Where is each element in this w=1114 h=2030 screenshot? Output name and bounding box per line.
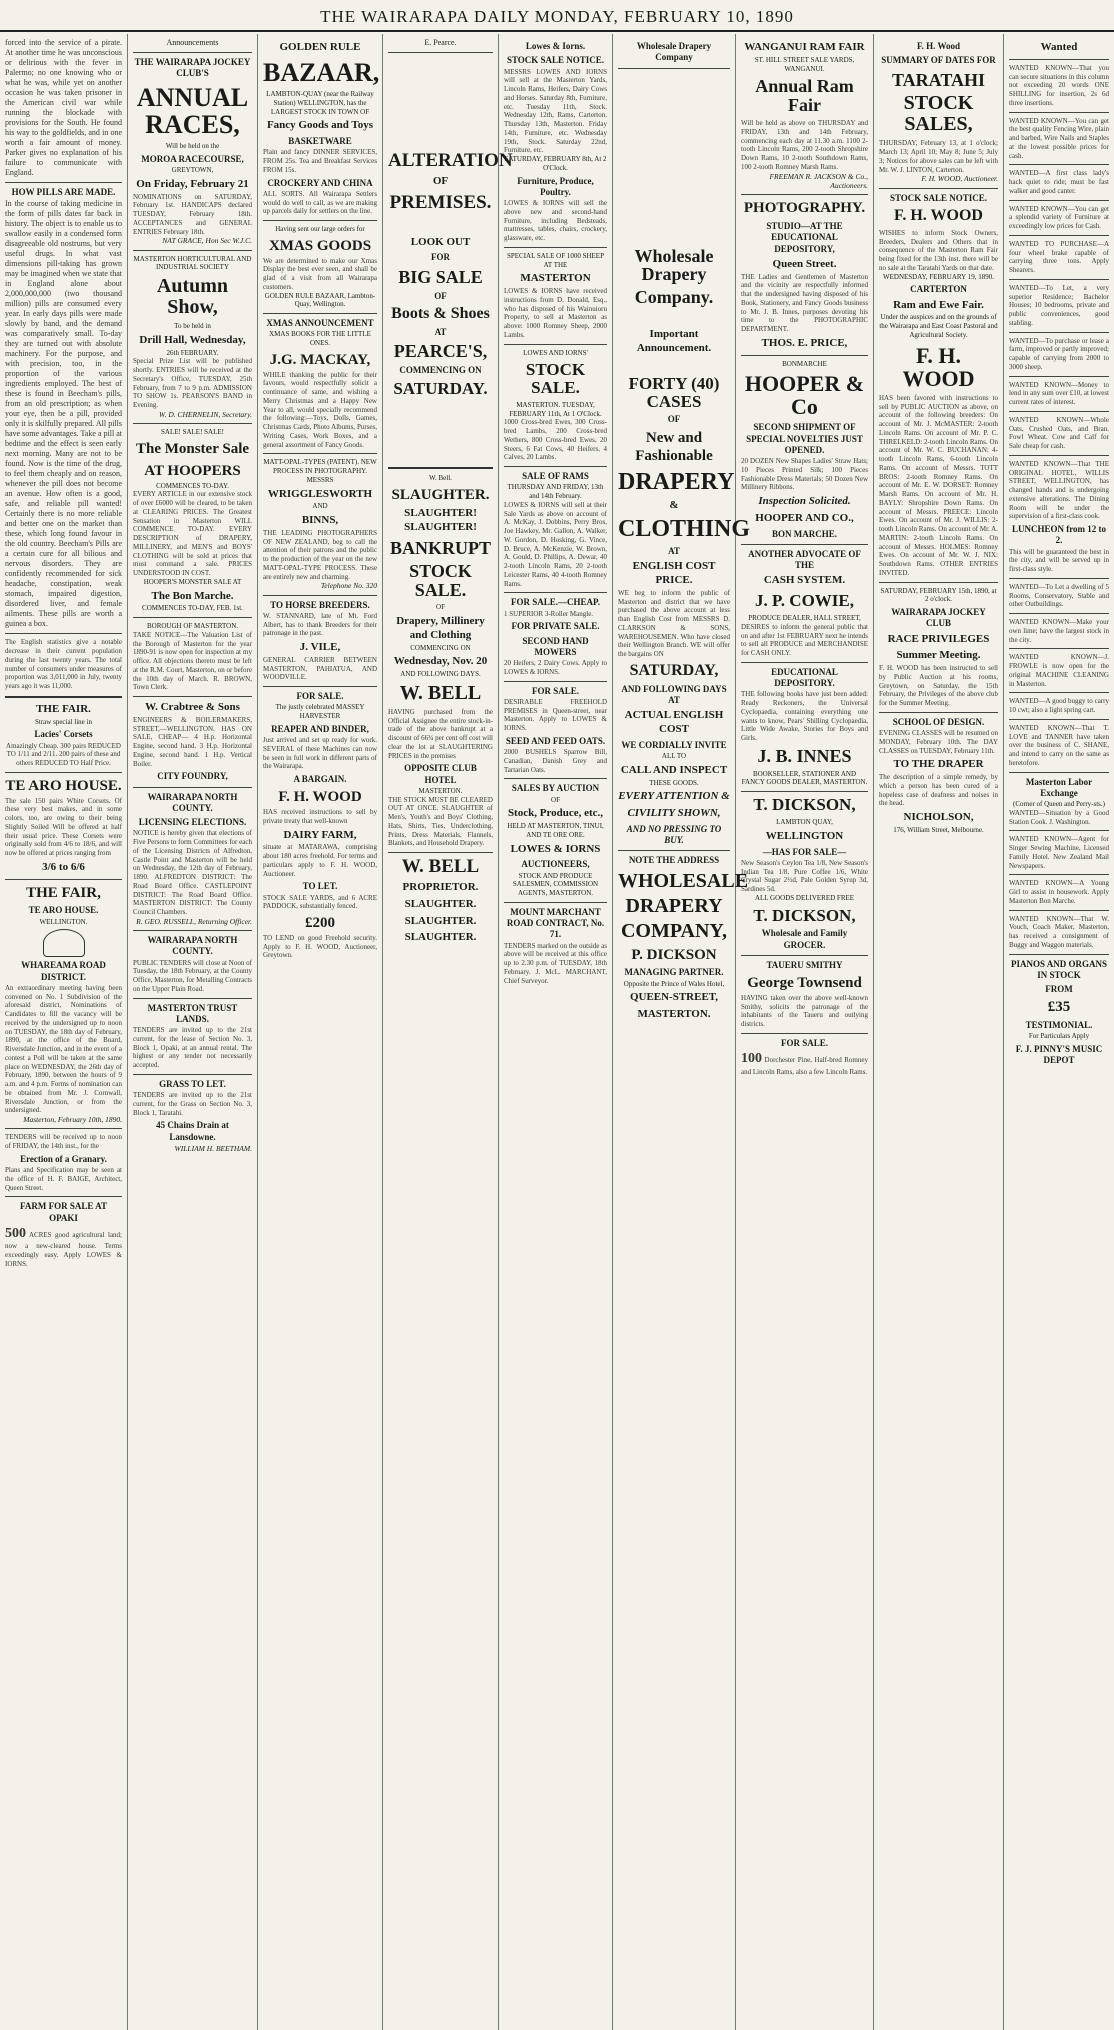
column-2: Announcements THE WAIRARAPA JOCKEY CLUB'S ANNUAL RACES, Will be held on the MOROA RACECOURSE, GREYTOWN, On Friday, February 21 NOMINATIONS on SATURDAY, February 1st. HANDICAPS declared TUESDAY, February 18th. ACCEPTANCES and GENERAL ENTRIES February 18th. NAT GRACE, Hon Sec W.J.C. MASTERTON HORTICULTURAL AND INDUSTRIAL SOCIETY Autumn Show, To be held in Drill Hall, Wednesday, 26th FEBRUARY. Special Prize List will be published shortly. ENTRIES will be received at the Secretary's Office, TUESDAY, 25th February, from 7 to 9 p.m. ADMISSION TO SHOW 1s. PEARSON'S BAND in Evening. W. D. CHERNELIN, Secretary. SALE! SALE! SALE! The Monster Sale AT HOOPERS COMMENCES TO-DAY. EVERY ARTICLE in our extensive stock of over £6000 will be cleared, to be taken at CLEARING PRICES. The Greatest Sensation in Masterton WILL COMMENCE TO-DAY. EVERY DESCRIPTION of DRAPERY, MILLINERY, and MEN'S and BOYS' CLOTHING will be sold at prices that must command a sale. PRICES UNDERSTOOD IN COST. HOOPER'S MONSTER SALE AT The Bon Marche. COMMENCES TO-DAY, FEB. 1st. BOROUGH OF MASTERTON. TAKE NOTICE—The Valuation List of the Borough of Masterton for the year 1890-91 is now open for inspection at my office. All objections thereto must be left at the R.M. Court, Masterton, on or before the 10th day of March. R. BROWN, Town Clerk. W. Crabtree & Sons ENGINEERS & BOILERMAKERS, STREET,—WELLINGTON. HAS ON SALE, CHEAP— 4 H.p. Horizontal Engine, second hand. 3 H.p. Horizontal Engine, second hand. 1 H.p. Vertical Boiler. CITY FOUNDRY, WAIRARAPA NORTH COUNTY. LICENSING ELECTIONS. NOTICE is hereby given that elections of Five Persons to form Committees for each of the Licensing Districts of Alfredton, Castle Point and Masterton will be held on Wednesday, the 12th day of February, 1890. ALFREDTON DISTRICT: The Road Board Office. CASTLEPOINT DISTRICT: The Road Board Office. MASTERTON DISTRICT: The County Council Chambers. R. GEO. RUSSELL, Returning Officer. WAIRARAPA NORTH COUNTY. PUBLIC TENDERS will close at Noon of Tuesday, the 18th February, at the County Office, Masterton, for Metalling Contracts on the Upper Plain Road. MASTERTON TRUST LANDS. TENDERS are invited up to the 21st current, for the lease of Section No. 3, Block 1, Opaki, at an annual rental. The highest or any tender not necessarily accepted. GRASS TO LET. TENDERS are invited up to the 21st current, for the Grass on Section No. 3, Block 1, Taratahi. 45 Chains Drain at Lansdowne. WILLIAM H. BEETHAM.: [128, 34, 258, 2030]
pills-title: HOW PILLS ARE MADE.: [11, 187, 116, 197]
columns: [0, 34, 1114, 2030]
corset-price: 3/6 to 6/6: [42, 860, 85, 873]
annual-races-heading: ANNUAL RACES,: [136, 82, 249, 139]
column-3: GOLDEN RULE BAZAAR, LAMBTON-QUAY (near the Railway Station) WELLINGTON, has the LARGEST STOCK IN TOWN OF Fancy Goods and Toys BASKETWARE Plain and fancy DINNER SERVICES, FROM 25s. Tea and Breakfast Services FROM 15s. CROCKERY AND CHINA ALL SORTS. All Wairarapa Settlers would do well to call, as we are making up parcels daily for settlers on the line. Having sent our large orders for XMAS GOODS We are determined to make our Xmas Display the best ever seen, and shall be glad of a visit from all Wairarapa customers. GOLDEN RULE BAZAAR, Lambton-Quay, Wellington. XMAS ANNOUNCEMENT XMAS BOOKS FOR THE LITTLE ONES. J.G. MACKAY, WHILE thanking the public for their favours, would respectfully solicit a continuance of same, and wishing a Merry Christmas and a Happy New Year to all, would specially recommend the following:—Toys, Dolls, Games, Christmas Cards, Photo Albums, Purses, Writing Cases, Work Boxes, and a general assortment of Fancy Goods. MATT-OPAL-TYPES (PATENT). NEW PROCESS IN PHOTOGRAPHY. MESSRS WRIGGLESWORTH AND BINNS, THE LEADING PHOTOGRAPHERS OF NEW ZEALAND, beg to call the attention of their patrons and the public to the production of the year on the new MATT-OPAL-TYPE PROCESS. These are entirely new and charming. Telephone No. 320 TO HORSE BREEDERS. W. STANNARD, late of Mt. Ford Albert, has to thank Breeders for their patronage in the past. J. VILE, GENERAL CARRIER BETWEEN MASTERTON, PAHIATUA, AND WOODVILLE. FOR SALE. The justly celebrated MASSEY HARVESTER REAPER AND BINDER, Just arrived and set up ready for work. SEVERAL of these Machines can now be seen in full work in different parts of the Wairarapa. A BARGAIN. F. H. WOOD HAS received instructions to sell by private treaty that well-known DAIRY FARM, situate at MATARAWA, comprising about 180 acres freehold. For terms and particulars apply to F. H. WOOD, Auctioneer. TO LET. STOCK SALE YARDS, and 6 ACRE PADDOCK, substantially fenced. £200 TO LEND on good Freehold security. Apply to F. H. WOOD, Auctioneer, Greytown.: [258, 34, 383, 2030]
fair-heading: THE FAIR.: [36, 702, 91, 715]
masthead: THE WAIRARAPA DAILY MONDAY, FEBRUARY 10, 1890: [0, 0, 1114, 32]
bazaar-heading: BAZAAR,: [263, 57, 380, 87]
column-1: forced into the service of a pirate. At another time he was unconscious or delirious with the fever in Palermo; no one knowing who or what he was, while yet on another occasion he was taken prisoner in the American civil war while running the blockade with provisions for the South. He found his way to the goldfields, and in one worth a fair amount of money. Parker gives no explanation of his failure to communicate with England. HOW PILLS ARE MADE. In the course of taking medicine in the form of pills dates far back in history. The object is to enable us to swallow easily in a condensed form disagreeable old nostrums, but very useful drugs. In what vast dimensions pill-taking has grown may be imagined when we state that in England alone about 2,000,000,000 (two thousand million) pills are consumed every year. In early days pills were made slowly by hand, and the demand was comparatively small. To-day they are turned out with absolute machinery. For the purpose, and with precision, too, in the proportion of the various ingredients employed. The best of these is found in Beecham's pills, from an old prescription; as when your eye, then be a pill, provided only it is skilfully prepared. All pills have some advantages. Take a pill at bedtime and the effect is seen early next morning. Many are not to be found. Now is the time of the drug, to feel them cheaply and on reason, whenever the pill does not become an avenue. How often is a good, safe, and reliable pill wanted! Certainly there is no more reliable and better one on the market than these, which long found favour in the old country. Beecham's Pills are a certain cure for all bilious and nervous disorders. They are confidently recommended for sick headache, constipation, weak stomach, impaired digestion, disordered liver, and female ailments. These pills are worth a guinea a box. The English statistics give a notable decrease in their current population during the last twenty years. The total number of consumers under measures of proportion was 3,011,000 in July, twenty years ago it was 11,000. THE FAIR. Straw special line in Lacies' Corsets Amazingly Cheap. 300 pairs REDUCED TO 1/11 and 2/11. 200 pairs of these and others REDUCED TO Half Price. TE ARO HOUSE. The sale 150 pairs White Corsets. Of these very best makes, and in some colors, too, are owing to their being Slightly Soiled Will be offered at half their usual price. These Corsets were originally sold from 4/6 to 18/6, and will now be offered at prices ranging from 3/6 to 6/6 THE FAIR, TE ARO HOUSE. WELLINGTON. WHAREAMA ROAD DISTRICT. An extraordinary meeting having been convened on No. 1 Subdivision of the aforesaid district, Nominations of Candidates to fill the vacancy will be received by the undersigned up to noon on TUESDAY, the 18th day of February, 1890, at the office of the Board, Riversdale Junction, and in the event of a contest a Poll will be taken at the same place on WEDNESDAY, the 26th day of February, 1890, between the hours of 9 a.m. and 4 p.m. Forms of nomination can be obtained from Mr. J. Cornwall, Riversdale Junction, or from the undersigned. Masterton, February 10th, 1890. TENDERS will be received up to noon of FRIDAY, the 14th inst., for the Erection of a Granary. Plans and Specification may be seen at the office of H. F. BAIGE, Architect, Queen Street. FARM FOR SALE AT OPAKI 500 ACRES good agricultural land; now a new-cleared house. Terms exceedingly easy. Apply LOWES & IORNS.: [0, 34, 128, 2030]
column-5: Lowes & Iorns. STOCK SALE NOTICE. MESSRS LOWES AND IORNS will sell at the Masterton Yards, Lincoln Rams, Heifers, Dairy Cows and Horses. Saturday 8th, Furniture, etc. Tuesday 11th, Stock. Wednesday 12th, Rams, Carterton. Thursday 13th, Masterton. Friday 14th, Furniture, etc. Wednesday 19th, Stock. Saturday 22nd, Furniture, etc. SATURDAY, FEBRUARY 8th, At 2 O'Clock. Furniture, Produce, Poultry. LOWES & IORNS will sell the above new and second-hand Furniture, including Bedsteads, mattresses, tables, chairs, crockery, glassware, etc. SPECIAL SALE OF 1000 SHEEP AT THE MASTERTON LOWES & IORNS have received instructions from D. Donald, Esq., who has disposed of his Wainuioru Property, to sell at Masterton as above: 1000 Romney Sheep, 2000 Lambs. LOWES AND IORNS' STOCK SALE. MASTERTON. TUESDAY, FEBRUARY 11th, At 1 O'Clock. 1000 Cross-bred Ewes, 300 Cross-bred Lambs, 200 Cross-bred Wethers, 800 Cross-bred Ewes, 20 Steers, 6 Fat Cows, 40 Heifers, 4 Calves, 20 Lambs. SALE OF RAMS THURSDAY AND FRIDAY, 13th and 14th February. LOWES & IORNS will sell at their Sale Yards as above on account of A. McKay, J. Dobbins, Perry Bros, Joe Hawkey, Mr. Gallon, A. Walker, W. Gordon, D. Hosking, G. Vince, D. Bruce, A. McKenzie, W. Brown, A. Gould, D. Phillips, A. Dewar, 40 2-tooth Lincoln Rams, 20 2-tooth Leicester Rams, 40 4-tooth Romney Rams. FOR SALE.—CHEAP. 1 SUPERIOR 3-Roller Mangle. FOR PRIVATE SALE. SECOND HAND MOWERS 20 Heifers, 2 Dairy Cows. Apply to LOWES & IORNS. FOR SALE. DESIRABLE FREEHOLD PREMISES in Queen-street, near Masterton. Apply to LOWES & IORNS. SEED AND FEED OATS. 2000 BUSHELS Sparrow Bill, Canadian, Danish Grey and Tartarian Oats. SALES BY AUCTION OF Stock, Produce, etc., HELD AT MASTERTON, TINUI, AND TE ORE ORE. LOWES & IORNS AUCTIONEERS, STOCK AND PRODUCE SALESMEN, COMMISSION AGENTS, MASTERTON. MOUNT MARCHANT ROAD CONTRACT, No. 71. TENDERS marked on the outside as above will be received at this office up to 2.30 p.m. of TUESDAY, 18th February. J. McL. MARCHANT, Chief Surveyor.: [499, 34, 613, 2030]
column-6: Wholesale Drapery Company Wholesale Drapery Company. Important Announcement. FORTY (40) CASES OF New and Fashionable DRAPERY & CLOTHING AT ENGLISH COST PRICE. WE beg to inform the public of Masterton and district that we have purchased the above account at less than English Cost from MESSRS D. CLARKSON & SONS, WAREHOUSEMEN. Who have closed their Wellington Branch. WE will offer the bargains ON SATURDAY, AND FOLLOWING DAYS AT ACTUAL ENGLISH COST WE CORDIALLY INVITE ALL TO CALL AND INSPECT THESE GOODS. EVERY ATTENTION & CIVILITY SHOWN, AND NO PRESSING TO BUY. NOTE THE ADDRESS WHOLESALE DRAPERY COMPANY, P. DICKSON MANAGING PARTNER. Opposite the Prince of Wales Hotel, QUEEN-STREET, MASTERTON.: [613, 34, 736, 2030]
column-7: WANGANUI RAM FAIR ST. HILL STREET SALE YARDS, WANGANUI. Annual Ram Fair Will be held as above on THURSDAY and FRIDAY, 13th and 14th February, commencing each day at 11.30 a.m. 1100 2-tooth Lincoln Rams, 200 2-tooth Shropshire Down Rams, 10 2-tooth Southdown Rams, 100 2-tooth Romney Marsh Rams. FREEMAN R. JACKSON & Co., Auctioneers. PHOTOGRAPHY. STUDIO—AT THE EDUCATIONAL DEPOSITORY, Queen Street. THE Ladies and Gentlemen of Masterton and the vicinity are respectfully informed that the undersigned having disposed of his Book, Stationery, and Fancy Goods business to Mr. J. B. Innes, purposes devoting his time to the PHOTOGRAPHIC DEPARTMENT. THOS. E. PRICE, BONMARCHE HOOPER & Co SECOND SHIPMENT OF SPECIAL NOVELTIES JUST OPENED. 20 DOZEN New Shapes Ladies' Straw Hats; 10 Pieces Printed Silk; 100 Pieces Fashionable Dress Materials; 50 Dozen New Millinery Ribbons. Inspection Solicited. HOOPER AND CO., BON MARCHE. ANOTHER ADVOCATE OF THE CASH SYSTEM. J. P. COWIE, PRODUCE DEALER, HALL STREET, DESIRES to inform the general public that on and after 1st FEBRUARY next he intends to sell all PRODUCE and MERCHANDISE for CASH ONLY. EDUCATIONAL DEPOSITORY. THE following books have just been added: Ready Reckoners, the Universal Cyclopaedia, containing everything one wants to know, Pears' Shilling Cyclopaedia, Little Wide Awake, Stories for Boys and Girls. J. B. INNES BOOKSELLER, STATIONER AND FANCY GOODS DEALER, MASTERTON. T. DICKSON, LAMBTON QUAY, WELLINGTON —HAS FOR SALE— New Season's Ceylon Tea 1/8, New Season's Indian Tea 1/8, Pure Coffee 1/6, White Crystal Sugar 2½d, Pale Golden Syrup 3d, Sardines 5d. ALL GOODS DELIVERED FREE T. DICKSON, Wholesale and Family GROCER. TAUERU SMITHY George Townsend HAVING taken over the above well-known Smithy, solicits the patronage of the inhabitants of the Taueru and outlying districts. FOR SALE. 100 Dorchester Pine, Half-bred Romney and Lincoln Rams, also a few Lincoln Rams.: [736, 34, 874, 2030]
coat-of-arms-icon: [43, 929, 85, 957]
te-aro-house: TE ARO HOUSE.: [5, 777, 122, 794]
column-4: E. Pearce. ALTERATION OF PREMISES. LOOK OUT FOR BIG SALE OF Boots & Shoes AT PEARCE'S, COMMENCING ON SATURDAY. W. Bell. SLAUGHTER. SLAUGHTER! SLAUGHTER! BANKRUPT STOCK SALE. OF Drapery, Millinery and Clothing COMMENCING ON Wednesday, Nov. 20 AND FOLLOWING DAYS. W. BELL HAVING purchased from the Official Assignee the entire stock-in-trade of the above bankrupt at a discount of 66¾ per cent off cost will clear the lot at SLAUGHTERING PRICES in the premises OPPOSITE CLUB HOTEL MASTERTON. THE STOCK MUST BE CLEARED OUT AT ONCE. SLAUGHTER of Men's, Youth's and Boys' Clothing, Hats, Shirts, Ties, Underclothing, Prints, Dress Materials, Flannels, Blankets, and Household Drapery. W. BELL PROPRIETOR. SLAUGHTER. SLAUGHTER. SLAUGHTER.: [383, 34, 499, 2030]
column-9: Wanted WANTED KNOWN—That you can secure situations in this column not exceeding 20 words ONE SHILLING for insertion, 2s 6d three insertions. WANTED KNOWN—You can get the best quality Fencing Wire, plain and barbed, Wire Nails and Staples at the lowest possible prices for cash. WANTED—A first class lady's hack quiet to ride; must be fast walker and good canter. WANTED KNOWN—You can get a splendid variety of Furniture at exceedingly low prices for Cash. WANTED TO PURCHASE—A four wheel brake capable of carrying three tons. Apply Shearers. WANTED—To Let, a very superior Residence; Bachelor Houses; 10 bedrooms, private and public conveniences, good stabling. WANTED—To purchase or lease a farm, improved or partly improved; capable of carrying from 2000 to 3000 sheep. WANTED KNOWN—Money to lend in any sum over £10, at lowest current rates of interest. WANTED KNOWN—Whole Oats, Crushed Oats, and Bran. Fowl Wheat. Cow and Calf for Sale cheap for cash. WANTED KNOWN—That THE ORIGINAL HOTEL, WILLIS STREET, WELLINGTON, has changed hands and is undergoing extensive alterations. The Dining Room will be under the supervision of a first-class cook. LUNCHEON from 12 to 2. This will be guaranteed the best in the city, and will be served up in first-class style. WANTED—To Let a dwelling of 5 Rooms, Conservatory, Stable and other Outbuildings. WANTED KNOWN—Make your own lime; have the largest stock in the city. WANTED KNOWN—J. FROWLE is now open for the original MACHINE CLEANING in Masterton. WANTED—A good buggy to carry 10 cwt; also a light spring cart. WANTED KNOWN—That T. LOVE and TANNER have taken over the business of C. SHANE, and intend to carry on the same as heretofore. Masterton Labor Exchange (Corner of Queen and Perry-sts.) WANTED—Situation by a Good Station Cook. J. Washington. WANTED KNOWN—Agent for Singer Sewing Machine, Licensed Family Hotel. New Zealand Mail Newspapers. WANTED KNOWN—A Young Girl to assist in housework. Apply Masterton Bon Marche. WANTED KNOWN—That W. Vouch, Coach Maker, Masterton, has received a consignment of Buggy and Waggon materials. PIANOS AND ORGANS IN STOCK FROM £35 TESTIMONIAL. For Particulars Apply F. J. PINNY'S MUSIC DEPOT: [1009, 41, 1109, 1066]
column-8: F. H. Wood SUMMARY OF DATES FOR TARATAHI STOCK SALES, THURSDAY, February 13, at 1 o'clock; March 13; April 10; May 8; June 5; July 3; Notices for above sales can be left with Mr. W. J. LINTON, Carterton. F. H. WOOD, Auctioneer. STOCK SALE NOTICE. F. H. WOOD WISHES to inform Stock Owners, Breeders, Dealers and Others that in consequence of the Masterton Ram Fair being fixed for the 13th inst. there will be no sale at the Taratahi Yards on that date. WEDNESDAY, FEBRUARY 19, 1890. CARTERTON Ram and Ewe Fair. Under the auspices and on the grounds of the Wairarapa and East Coast Pastoral and Agricultural Society. F. H. WOOD HAS been favored with instructions to sell by PUBLIC AUCTION as above, on account of the following breeders: On account of Mr. J. McMASTER: 2-tooth Lincoln Rams. On account of Mr. P. C. THRELKELD: 2-tooth Lincoln Rams. On account of Mr. W. C. BUCHANAN: 4-tooth Lincoln Rams, 6-tooth Lincoln Rams. On account of Messrs. TOTT BROS: 2-tooth Romney Rams. On account of Mr. E. W. DORSET: Romney Marsh Rams. On account of Mr. H. BAYLY: Shropshire Down Rams. On account of Messrs. PREECE: Lincoln Ewes. On account of Mr. J. WILLIS: 2-tooth Lincoln Rams. On account of Mr. A. MARTIN: 2-tooth Lincoln Rams. On account of Messrs. HOLMES: Romney Ewes. On account of Mr. W. J. NIX: Southdown Rams. OTHER ENTRIES INVITED. SATURDAY, FEBRUARY 15th, 1890, at 2 o'clock. WAIRARAPA JOCKEY CLUB RACE PRIVILEGES Summer Meeting. F. H. WOOD has been instructed to sell by Public Auction at his rooms, Greytown, on Saturday, the 15th February, the Privileges of the above club for the Summer Meeting. SCHOOL OF DESIGN. EVENING CLASSES will be resumed on MONDAY, February 10th. The DAY CLASSES on TUESDAY, February 11th. TO THE DRAPER The description of a simple remedy, by which a person has been cured of a hopeless case of deafness and noises in the head. NICHOLSON, 176, William Street, Melbourne.: [874, 34, 1004, 2030]
